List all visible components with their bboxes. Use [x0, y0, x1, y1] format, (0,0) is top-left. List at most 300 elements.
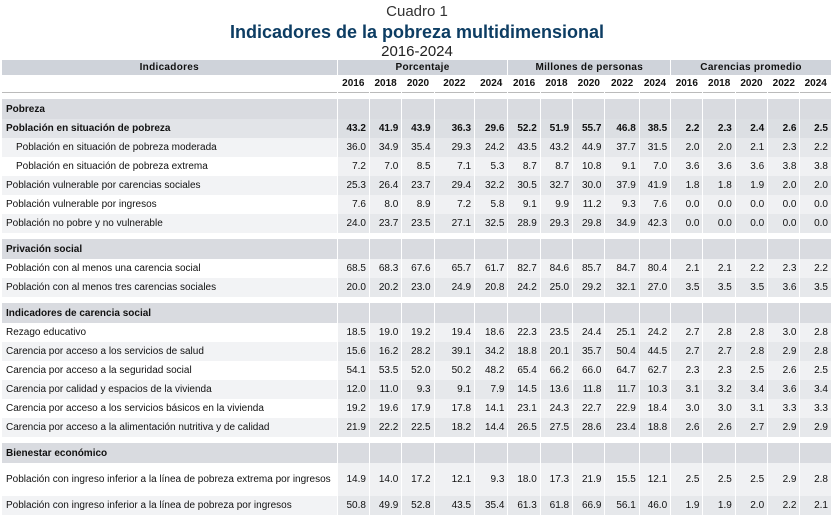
value-cell: 23.7 — [370, 214, 401, 233]
value-cell: 29.3 — [541, 214, 572, 233]
value-cell: 2.2 — [736, 259, 767, 278]
section-empty-cell — [768, 239, 799, 259]
section-empty-cell — [435, 99, 474, 119]
section-empty-cell — [402, 99, 433, 119]
row-label: Población en situación de pobreza moderada — [2, 138, 337, 157]
value-cell: 37.7 — [605, 138, 638, 157]
value-cell: 3.6 — [703, 157, 734, 176]
value-cell: 22.2 — [370, 418, 401, 437]
value-cell: 18.8 — [640, 418, 670, 437]
value-cell: 0.0 — [703, 195, 734, 214]
value-cell: 2.1 — [800, 496, 831, 515]
value-cell: 16.2 — [370, 342, 401, 361]
value-cell: 2.9 — [768, 418, 799, 437]
value-cell: 28.9 — [508, 214, 539, 233]
value-cell: 20.8 — [475, 278, 507, 297]
table-row — [2, 342, 831, 361]
value-cell: 2.5 — [703, 463, 734, 496]
section-empty-cell — [475, 303, 507, 323]
value-cell: 9.9 — [541, 195, 572, 214]
value-cell: 22.5 — [402, 418, 433, 437]
value-cell: 28.6 — [573, 418, 604, 437]
value-cell: 8.5 — [402, 157, 433, 176]
value-cell: 22.9 — [605, 399, 638, 418]
row-label: Población vulnerable por carencias sociales — [2, 176, 337, 195]
section-empty-cell — [703, 99, 734, 119]
section-empty-cell — [703, 443, 734, 463]
value-cell: 37.9 — [605, 176, 638, 195]
section-empty-cell — [435, 303, 474, 323]
section-empty-cell — [541, 99, 572, 119]
value-cell: 17.2 — [402, 463, 433, 496]
table-row — [2, 157, 831, 176]
value-cell: 3.5 — [800, 278, 831, 297]
value-cell: 39.1 — [435, 342, 474, 361]
value-cell: 25.1 — [605, 323, 638, 342]
row-label: Población con ingreso inferior a la línea de pobreza por ingresos — [2, 496, 337, 515]
header-year: 2020 — [736, 75, 767, 93]
header-year: 2018 — [541, 75, 572, 93]
value-cell: 25.3 — [338, 176, 369, 195]
value-cell: 56.1 — [605, 496, 638, 515]
value-cell: 9.1 — [508, 195, 539, 214]
value-cell: 11.7 — [605, 380, 638, 399]
value-cell: 3.5 — [736, 278, 767, 297]
value-cell: 3.0 — [671, 399, 702, 418]
value-cell: 0.0 — [768, 214, 799, 233]
header-year-row — [2, 75, 831, 93]
value-cell: 61.7 — [475, 259, 507, 278]
section-title: Indicadores de carencia social — [2, 303, 337, 323]
value-cell: 2.3 — [768, 138, 799, 157]
section-title: Bienestar económico — [2, 443, 337, 463]
value-cell: 67.6 — [402, 259, 433, 278]
value-cell: 53.5 — [370, 361, 401, 380]
value-cell: 2.5 — [800, 361, 831, 380]
section-empty-cell — [800, 303, 831, 323]
section-header-row — [2, 99, 831, 119]
value-cell: 14.4 — [475, 418, 507, 437]
value-cell: 0.0 — [703, 214, 734, 233]
value-cell: 2.0 — [800, 176, 831, 195]
value-cell: 24.0 — [338, 214, 369, 233]
value-cell: 9.3 — [402, 380, 433, 399]
value-cell: 2.6 — [768, 119, 799, 138]
section-empty-cell — [508, 443, 539, 463]
value-cell: 61.8 — [541, 496, 572, 515]
section-empty-cell — [541, 239, 572, 259]
value-cell: 5.8 — [475, 195, 507, 214]
value-cell: 19.2 — [402, 323, 433, 342]
value-cell: 3.8 — [768, 157, 799, 176]
table-row — [2, 361, 831, 380]
value-cell: 66.2 — [541, 361, 572, 380]
value-cell: 26.4 — [370, 176, 401, 195]
value-cell: 28.2 — [402, 342, 433, 361]
section-empty-cell — [402, 303, 433, 323]
section-empty-cell — [475, 239, 507, 259]
value-cell: 7.0 — [370, 157, 401, 176]
value-cell: 1.9 — [703, 496, 734, 515]
value-cell: 0.0 — [800, 214, 831, 233]
value-cell: 7.6 — [640, 195, 670, 214]
value-cell: 25.0 — [541, 278, 572, 297]
value-cell: 3.4 — [736, 380, 767, 399]
table-body — [2, 93, 831, 515]
value-cell: 2.2 — [800, 259, 831, 278]
value-cell: 2.0 — [736, 496, 767, 515]
table-row — [2, 138, 831, 157]
table-row — [2, 278, 831, 297]
value-cell: 2.8 — [800, 342, 831, 361]
row-label: Carencia por acceso a la alimentación nutritiva y de calidad — [2, 418, 337, 437]
value-cell: 54.1 — [338, 361, 369, 380]
value-cell: 2.0 — [703, 138, 734, 157]
section-header-row — [2, 239, 831, 259]
value-cell: 44.5 — [640, 342, 670, 361]
value-cell: 14.5 — [508, 380, 539, 399]
value-cell: 18.8 — [508, 342, 539, 361]
section-empty-cell — [605, 99, 638, 119]
value-cell: 2.2 — [671, 119, 702, 138]
section-header-row — [2, 303, 831, 323]
section-empty-cell — [338, 99, 369, 119]
value-cell: 3.0 — [703, 399, 734, 418]
value-cell: 32.2 — [475, 176, 507, 195]
value-cell: 30.0 — [573, 176, 604, 195]
value-cell: 24.2 — [475, 138, 507, 157]
section-empty-cell — [671, 99, 702, 119]
value-cell: 7.2 — [435, 195, 474, 214]
value-cell: 0.0 — [800, 195, 831, 214]
value-cell: 9.3 — [605, 195, 638, 214]
section-empty-cell — [800, 239, 831, 259]
section-empty-cell — [768, 303, 799, 323]
value-cell: 11.2 — [573, 195, 604, 214]
section-empty-cell — [605, 443, 638, 463]
value-cell: 18.5 — [338, 323, 369, 342]
value-cell: 43.9 — [402, 119, 433, 138]
section-empty-cell — [508, 239, 539, 259]
section-empty-cell — [768, 443, 799, 463]
value-cell: 17.3 — [541, 463, 572, 496]
header-blank — [2, 75, 337, 93]
value-cell: 19.6 — [370, 399, 401, 418]
value-cell: 35.4 — [475, 496, 507, 515]
section-empty-cell — [768, 99, 799, 119]
value-cell: 24.2 — [640, 323, 670, 342]
value-cell: 62.7 — [640, 361, 670, 380]
header-year: 2016 — [508, 75, 539, 93]
row-label: Población con ingreso inferior a la línea de pobreza extrema por ingresos — [2, 463, 337, 496]
value-cell: 8.7 — [541, 157, 572, 176]
table-row — [2, 176, 831, 195]
row-label: Población con al menos tres carencias sociales — [2, 278, 337, 297]
value-cell: 10.8 — [573, 157, 604, 176]
section-empty-cell — [736, 99, 767, 119]
value-cell: 65.4 — [508, 361, 539, 380]
value-cell: 15.6 — [338, 342, 369, 361]
value-cell: 7.1 — [435, 157, 474, 176]
value-cell: 2.8 — [800, 323, 831, 342]
section-empty-cell — [541, 443, 572, 463]
value-cell: 3.6 — [768, 278, 799, 297]
header-year: 2024 — [475, 75, 507, 93]
value-cell: 68.5 — [338, 259, 369, 278]
value-cell: 22.7 — [573, 399, 604, 418]
value-cell: 18.2 — [435, 418, 474, 437]
value-cell: 27.1 — [435, 214, 474, 233]
value-cell: 2.7 — [736, 418, 767, 437]
value-cell: 24.4 — [573, 323, 604, 342]
value-cell: 2.9 — [768, 342, 799, 361]
value-cell: 2.5 — [671, 463, 702, 496]
value-cell: 22.3 — [508, 323, 539, 342]
value-cell: 51.9 — [541, 119, 572, 138]
section-empty-cell — [370, 99, 401, 119]
value-cell: 19.0 — [370, 323, 401, 342]
value-cell: 44.9 — [573, 138, 604, 157]
value-cell: 29.6 — [475, 119, 507, 138]
table-row — [2, 119, 831, 138]
value-cell: 0.0 — [736, 195, 767, 214]
section-empty-cell — [605, 239, 638, 259]
value-cell: 3.3 — [768, 399, 799, 418]
value-cell: 82.7 — [508, 259, 539, 278]
value-cell: 2.6 — [703, 418, 734, 437]
value-cell: 2.8 — [800, 463, 831, 496]
value-cell: 1.9 — [671, 496, 702, 515]
value-cell: 3.2 — [703, 380, 734, 399]
value-cell: 21.9 — [338, 418, 369, 437]
value-cell: 2.3 — [703, 361, 734, 380]
header-year: 2018 — [703, 75, 734, 93]
header-indicadores: Indicadores — [2, 60, 337, 75]
value-cell: 23.0 — [402, 278, 433, 297]
value-cell: 2.4 — [736, 119, 767, 138]
value-cell: 43.5 — [508, 138, 539, 157]
table-row — [2, 418, 831, 437]
header-year: 2018 — [370, 75, 401, 93]
value-cell: 50.4 — [605, 342, 638, 361]
value-cell: 9.1 — [435, 380, 474, 399]
section-empty-cell — [475, 443, 507, 463]
header-year: 2022 — [605, 75, 638, 93]
header-year: 2022 — [768, 75, 799, 93]
value-cell: 26.5 — [508, 418, 539, 437]
value-cell: 14.9 — [338, 463, 369, 496]
value-cell: 66.9 — [573, 496, 604, 515]
value-cell: 2.9 — [800, 418, 831, 437]
header-year: 2022 — [435, 75, 474, 93]
value-cell: 23.1 — [508, 399, 539, 418]
value-cell: 68.3 — [370, 259, 401, 278]
value-cell: 34.9 — [370, 138, 401, 157]
value-cell: 2.5 — [736, 361, 767, 380]
value-cell: 0.0 — [671, 195, 702, 214]
header-year: 2020 — [573, 75, 604, 93]
value-cell: 29.8 — [573, 214, 604, 233]
value-cell: 31.5 — [640, 138, 670, 157]
value-cell: 52.2 — [508, 119, 539, 138]
header-year: 2020 — [402, 75, 433, 93]
value-cell: 2.9 — [768, 463, 799, 496]
value-cell: 48.2 — [475, 361, 507, 380]
value-cell: 19.4 — [435, 323, 474, 342]
row-label: Carencia por acceso a los servicios básicos en la vivienda — [2, 399, 337, 418]
table-row — [2, 399, 831, 418]
value-cell: 32.1 — [605, 278, 638, 297]
value-cell: 7.6 — [338, 195, 369, 214]
section-empty-cell — [605, 303, 638, 323]
value-cell: 0.0 — [671, 214, 702, 233]
value-cell: 3.6 — [671, 157, 702, 176]
section-empty-cell — [370, 303, 401, 323]
header-group-carencias: Carencias promedio — [671, 60, 831, 75]
value-cell: 12.1 — [640, 463, 670, 496]
value-cell: 43.2 — [338, 119, 369, 138]
value-cell: 84.6 — [541, 259, 572, 278]
row-label: Carencia por acceso a la seguridad social — [2, 361, 337, 380]
value-cell: 2.7 — [671, 342, 702, 361]
row-label: Población con al menos una carencia social — [2, 259, 337, 278]
value-cell: 12.1 — [435, 463, 474, 496]
value-cell: 14.1 — [475, 399, 507, 418]
section-empty-cell — [736, 239, 767, 259]
section-empty-cell — [573, 303, 604, 323]
section-empty-cell — [338, 443, 369, 463]
value-cell: 2.7 — [671, 323, 702, 342]
value-cell: 34.9 — [605, 214, 638, 233]
section-empty-cell — [703, 303, 734, 323]
section-empty-cell — [703, 239, 734, 259]
section-title: Privación social — [2, 239, 337, 259]
value-cell: 3.1 — [671, 380, 702, 399]
table-title-block — [0, 0, 834, 60]
value-cell: 24.3 — [541, 399, 572, 418]
value-cell: 3.0 — [768, 323, 799, 342]
value-cell: 2.2 — [800, 138, 831, 157]
value-cell: 20.0 — [338, 278, 369, 297]
value-cell: 52.0 — [402, 361, 433, 380]
value-cell: 35.7 — [573, 342, 604, 361]
value-cell: 3.6 — [768, 380, 799, 399]
section-empty-cell — [640, 443, 670, 463]
section-empty-cell — [671, 303, 702, 323]
value-cell: 80.4 — [640, 259, 670, 278]
value-cell: 38.5 — [640, 119, 670, 138]
value-cell: 18.6 — [475, 323, 507, 342]
value-cell: 3.4 — [800, 380, 831, 399]
value-cell: 36.0 — [338, 138, 369, 157]
row-label: Población en situación de pobreza — [2, 119, 337, 138]
table-title: Indicadores de la pobreza multidimensional — [229, 22, 605, 42]
row-label: Población vulnerable por ingresos — [2, 195, 337, 214]
section-empty-cell — [573, 443, 604, 463]
value-cell: 18.0 — [508, 463, 539, 496]
value-cell: 2.6 — [768, 361, 799, 380]
section-empty-cell — [402, 443, 433, 463]
value-cell: 85.7 — [573, 259, 604, 278]
table-number: Cuadro 1 — [386, 3, 448, 20]
header-group-millones: Millones de personas — [508, 60, 670, 75]
value-cell: 11.8 — [573, 380, 604, 399]
header-year: 2024 — [640, 75, 670, 93]
value-cell: 2.7 — [703, 342, 734, 361]
value-cell: 20.2 — [370, 278, 401, 297]
value-cell: 66.0 — [573, 361, 604, 380]
value-cell: 18.4 — [640, 399, 670, 418]
value-cell: 2.0 — [768, 176, 799, 195]
section-empty-cell — [541, 303, 572, 323]
value-cell: 32.7 — [541, 176, 572, 195]
header-year: 2024 — [800, 75, 831, 93]
value-cell: 2.3 — [703, 119, 734, 138]
section-empty-cell — [800, 99, 831, 119]
section-empty-cell — [338, 303, 369, 323]
value-cell: 29.3 — [435, 138, 474, 157]
value-cell: 9.1 — [605, 157, 638, 176]
table-row — [2, 214, 831, 233]
value-cell: 52.8 — [402, 496, 433, 515]
value-cell: 8.9 — [402, 195, 433, 214]
section-title: Pobreza — [2, 99, 337, 119]
value-cell: 7.0 — [640, 157, 670, 176]
header-group-row — [2, 60, 831, 75]
value-cell: 65.7 — [435, 259, 474, 278]
value-cell: 34.2 — [475, 342, 507, 361]
value-cell: 46.8 — [605, 119, 638, 138]
value-cell: 14.0 — [370, 463, 401, 496]
value-cell: 2.2 — [768, 496, 799, 515]
section-empty-cell — [640, 239, 670, 259]
value-cell: 29.2 — [573, 278, 604, 297]
table-row — [2, 463, 831, 496]
value-cell: 84.7 — [605, 259, 638, 278]
value-cell: 17.8 — [435, 399, 474, 418]
section-empty-cell — [402, 239, 433, 259]
value-cell: 27.5 — [541, 418, 572, 437]
value-cell: 13.6 — [541, 380, 572, 399]
value-cell: 24.9 — [435, 278, 474, 297]
section-empty-cell — [573, 99, 604, 119]
value-cell: 32.5 — [475, 214, 507, 233]
value-cell: 50.2 — [435, 361, 474, 380]
value-cell: 1.8 — [703, 176, 734, 195]
value-cell: 1.9 — [736, 176, 767, 195]
section-empty-cell — [671, 239, 702, 259]
value-cell: 61.3 — [508, 496, 539, 515]
value-cell: 0.0 — [768, 195, 799, 214]
value-cell: 49.9 — [370, 496, 401, 515]
value-cell: 11.0 — [370, 380, 401, 399]
value-cell: 8.7 — [508, 157, 539, 176]
value-cell: 2.8 — [736, 342, 767, 361]
poverty-indicators-table — [1, 60, 832, 515]
section-empty-cell — [736, 303, 767, 323]
value-cell: 2.8 — [703, 323, 734, 342]
value-cell: 50.8 — [338, 496, 369, 515]
header-year: 2016 — [338, 75, 369, 93]
value-cell: 7.9 — [475, 380, 507, 399]
value-cell: 19.2 — [338, 399, 369, 418]
value-cell: 3.3 — [800, 399, 831, 418]
section-empty-cell — [475, 99, 507, 119]
section-header-row — [2, 443, 831, 463]
section-empty-cell — [573, 239, 604, 259]
section-empty-cell — [508, 99, 539, 119]
value-cell: 42.3 — [640, 214, 670, 233]
